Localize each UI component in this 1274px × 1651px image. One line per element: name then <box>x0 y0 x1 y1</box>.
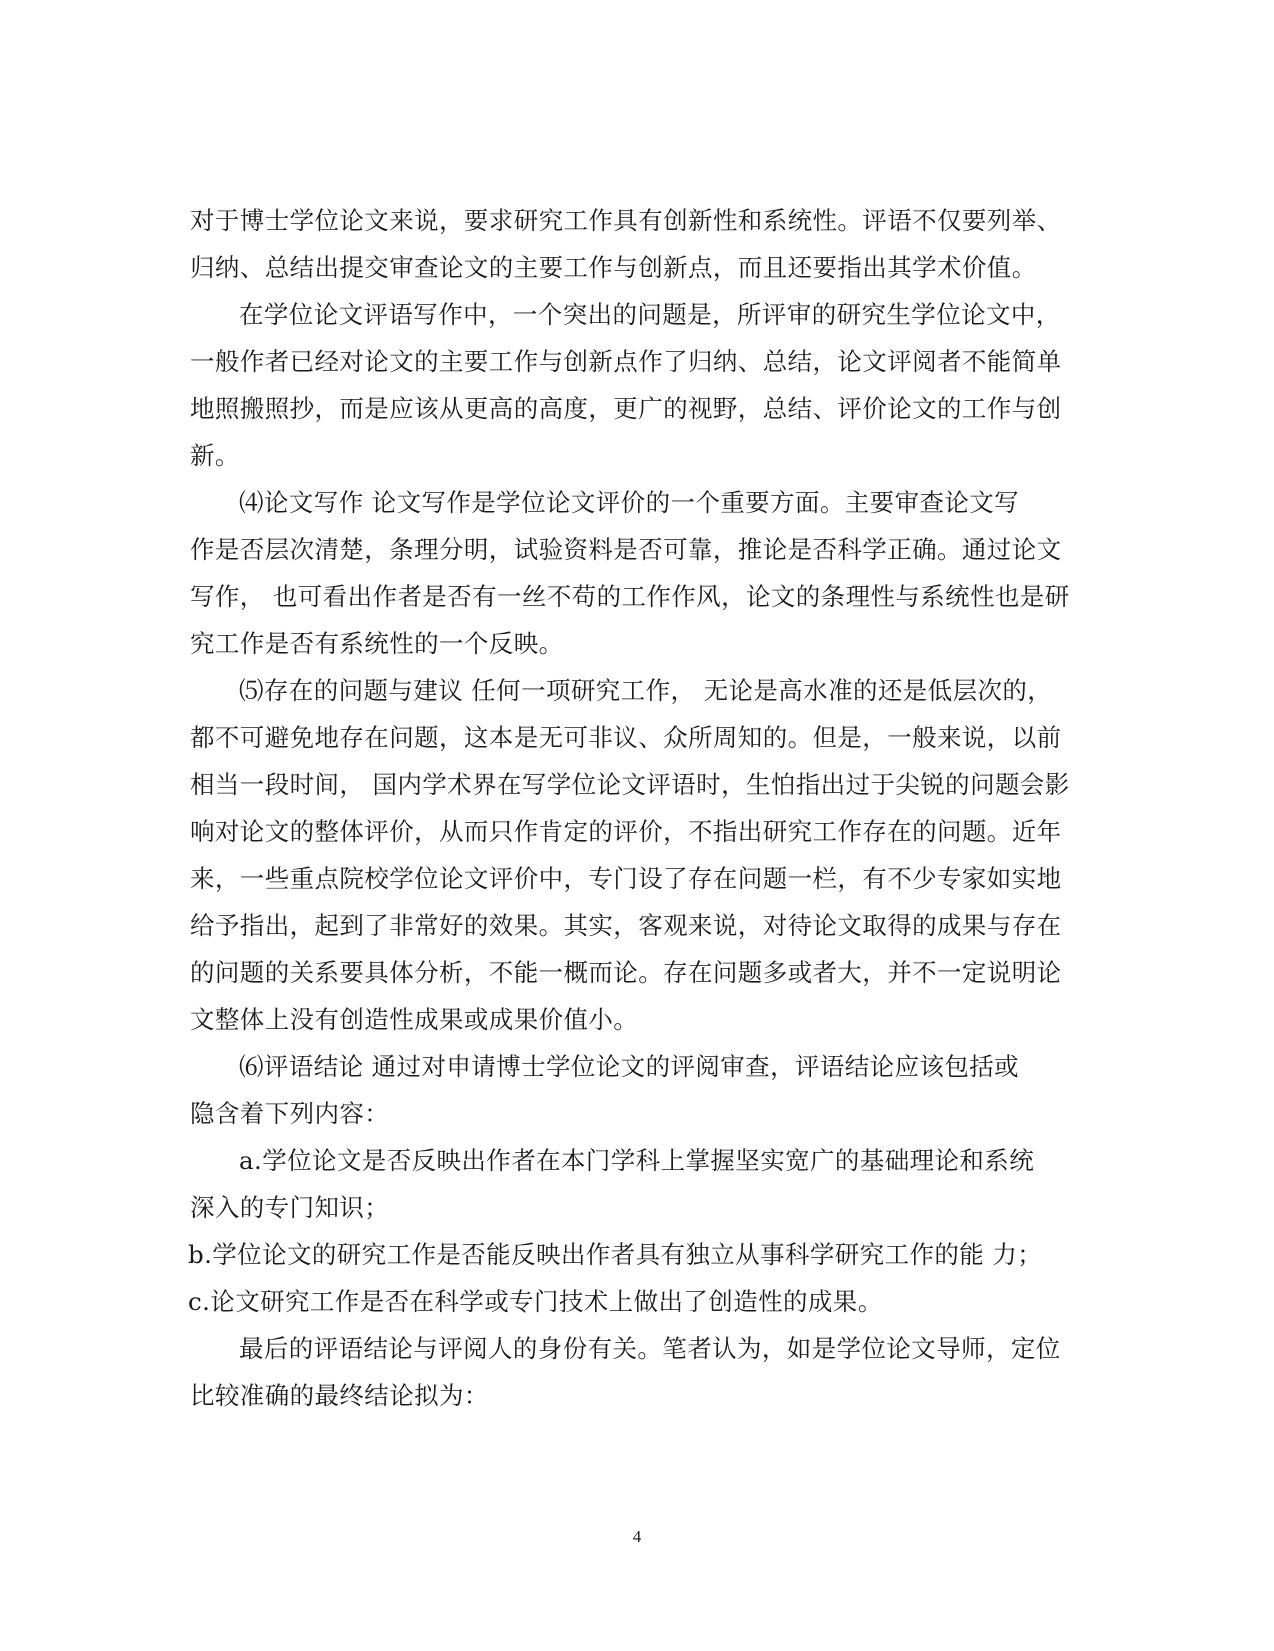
text-line: 文整体上没有创造性成果或成果价值小。 <box>190 1005 639 1034</box>
text-line: 一般作者已经对论文的主要工作与创新点作了归纳、总结，论文评阅者不能简单 <box>190 347 1062 376</box>
text-line: 地照搬照抄，而是应该从更高的高度，更广的视野，总结、评价论文的工作与创 <box>190 394 1062 423</box>
text-line: 写作， 也可看出作者是否有一丝不苟的工作作风，论文的条理性与系统性也是研 <box>190 582 1070 611</box>
text-line: 比较准确的最终结论拟为： <box>190 1381 489 1410</box>
list-item-c: c.论文研究工作是否在科学或专门技术上做出了创造性的成果。 <box>188 1287 883 1316</box>
text-line: 都不可避免地存在问题，这本是无可非议、众所周知的。但是，一般来说，以前 <box>190 723 1062 752</box>
page-number: 4 <box>632 1527 642 1546</box>
list-item-a: a.学位论文是否反映出作者在本门学科上掌握坚实宽广的基础理论和系统 <box>239 1146 1035 1175</box>
text-line: 最后的评语结论与评阅人的身份有关。笔者认为，如是学位论文导师，定位 <box>239 1334 1061 1363</box>
text-line: 给予指出，起到了非常好的效果。其实，客观来说，对待论文取得的成果与存在 <box>190 911 1062 940</box>
list-item-b: b.学位论文的研究工作是否能反映出作者具有独立从事科学研究工作的能 力； <box>188 1240 1043 1269</box>
text-line: 新。 <box>190 441 240 470</box>
text-line: 作是否层次清楚，条理分明，试验资料是否可靠，推论是否科学正确。通过论文 <box>190 535 1062 564</box>
text-line: 响对论文的整体评价，从而只作肯定的评价，不指出研究工作存在的问题。近年 <box>190 817 1062 846</box>
text-line: 在学位论文评语写作中，一个突出的问题是，所评审的研究生学位论文中， <box>239 300 1061 329</box>
text-line: 的问题的关系要具体分析，不能一概而论。存在问题多或者大，并不一定说明论 <box>190 958 1062 987</box>
text-line: 相当一段时间， 国内学术界在写学位论文评语时，生怕指出过于尖锐的问题会影 <box>190 770 1070 799</box>
text-line: 究工作是否有系统性的一个反映。 <box>190 629 564 658</box>
text-line: 来，一些重点院校学位论文评价中，专门设了存在问题一栏，有不少专家如实地 <box>190 864 1062 893</box>
text-line: 归纳、总结出提交审查论文的主要工作与创新点，而且还要指出其学术价值。 <box>190 253 1037 282</box>
section-heading-line: ⑷论文写作 论文写作是学位论文评价的一个重要方面。主要审查论文写 <box>239 488 1020 517</box>
text-line: 对于博士学位论文来说，要求研究工作具有创新性和系统性。评语不仅要列举、 <box>190 206 1062 235</box>
section-heading-line: ⑹评语结论 通过对申请博士学位论文的评阅审查，评语结论应该包括或 <box>239 1052 1020 1081</box>
section-heading-line: ⑸存在的问题与建议 任何一项研究工作， 无论是高水准的还是低层次的， <box>239 676 1053 705</box>
text-line: 隐含着下列内容： <box>190 1099 390 1128</box>
text-line: 深入的专门知识； <box>190 1193 390 1222</box>
